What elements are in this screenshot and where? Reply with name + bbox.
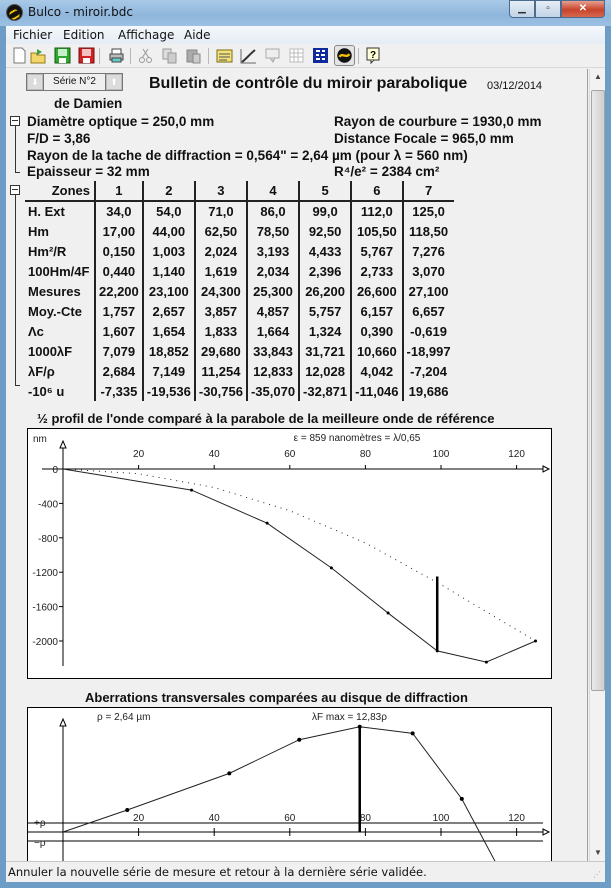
bulco-app-icon <box>6 4 23 21</box>
author: de Damien <box>54 96 123 111</box>
window-frame <box>6 26 605 882</box>
profile-point <box>330 566 333 569</box>
menu-aide[interactable]: Aide <box>184 28 211 42</box>
table-cell: 125,0 <box>403 201 454 221</box>
table-cell: -32,871 <box>299 381 351 401</box>
table-cell: 1,833 <box>195 321 247 341</box>
x-tick-label: 120 <box>508 813 525 824</box>
table-cell: 34,0 <box>95 201 143 221</box>
menu-fichier[interactable]: Fichier <box>13 28 53 42</box>
serie-navigator <box>26 73 123 91</box>
table-cell: -18,997 <box>403 341 454 361</box>
row-label: H. Ext <box>28 204 65 219</box>
table-cell: 3,193 <box>247 241 299 261</box>
bulletin-view <box>6 69 588 861</box>
chart-frame <box>28 708 552 862</box>
x-tick-label: 40 <box>208 449 220 460</box>
distance-focale: Distance Focale = 965,0 mm <box>334 131 514 146</box>
y-tick-label: 0 <box>52 465 58 476</box>
profile-point <box>266 522 269 525</box>
table-cell: 29,680 <box>195 341 247 361</box>
table-cell: 71,0 <box>195 201 247 221</box>
table-cell: 2,034 <box>247 261 299 281</box>
table-cell: 19,686 <box>403 381 454 401</box>
table-header-row <box>25 181 454 201</box>
open-folder-icon[interactable] <box>30 47 47 64</box>
header-cell: 5 <box>299 181 351 201</box>
header-cell: 4 <box>247 181 299 201</box>
x-tick-label: 20 <box>133 449 145 460</box>
minimize-button[interactable]: ▁ <box>509 0 535 18</box>
row-label: 1000λF <box>28 343 73 359</box>
row-label: Moy.-Cte <box>28 303 82 319</box>
table-cell: 4,042 <box>351 361 402 381</box>
table-cell: 12,028 <box>299 361 351 381</box>
table-icon[interactable] <box>312 47 329 64</box>
table-cell: 44,00 <box>143 221 195 241</box>
maximize-button[interactable]: ▫ <box>535 0 561 18</box>
header-cell: Zones <box>25 181 95 201</box>
x-tick-label: 80 <box>359 449 371 460</box>
prev-serie-button[interactable]: ⬇ <box>27 74 43 90</box>
table-cell: 27,100 <box>403 281 454 301</box>
header-cell: 7 <box>403 181 454 201</box>
help-icon[interactable] <box>365 47 382 64</box>
collapse-table-toggle[interactable] <box>10 185 20 195</box>
lambdaf-max-annotation: λF max = 12,83ρ <box>312 712 387 723</box>
rayon-courbure: Rayon de courbure = 1930,0 mm <box>334 114 542 129</box>
table-cell: 26,200 <box>299 281 351 301</box>
rayon-tache-diffraction: Rayon de la tache de diffraction = 0,564" = 2,64 µm (pour λ = 560 nm) <box>27 148 468 163</box>
profile-point <box>190 489 193 492</box>
table-cell: 7,276 <box>403 241 454 261</box>
table-cell: 1,607 <box>95 321 143 341</box>
grid-icon[interactable] <box>288 47 305 64</box>
toolbar <box>6 44 605 68</box>
y-tick-label: -800 <box>37 533 58 545</box>
table-cell: 78,50 <box>247 221 299 241</box>
epaisseur: Epaisseur = 32 mm <box>27 164 150 179</box>
x-tick-label: 60 <box>284 449 296 460</box>
table-cell: -30,756 <box>195 381 247 401</box>
aberration-point <box>297 738 301 742</box>
table-row <box>25 241 454 261</box>
table-cell: 3,070 <box>403 261 454 281</box>
save-red-icon[interactable] <box>78 47 95 64</box>
table-cell: 118,50 <box>403 221 454 241</box>
x-tick-label: 80 <box>359 813 371 824</box>
plus-rho-label: +ρ <box>34 818 46 829</box>
table-cell: 26,600 <box>351 281 402 301</box>
copy-icon[interactable] <box>161 47 178 64</box>
x-tick-label: 20 <box>133 813 145 824</box>
y-tick-label: -2000 <box>32 637 58 648</box>
paste-icon[interactable] <box>185 47 202 64</box>
table-cell: 86,0 <box>247 201 299 221</box>
header-cell: 3 <box>195 181 247 201</box>
table-cell: 62,50 <box>195 221 247 241</box>
table-cell: -7,204 <box>403 361 454 381</box>
x-tick-label: 40 <box>208 813 220 824</box>
profile-chart-title: ½ profil de l'onde comparé à la parabole de la meilleure onde de référence <box>37 411 495 426</box>
print-icon[interactable] <box>108 47 125 64</box>
comment-icon[interactable] <box>264 47 281 64</box>
page-title: Bulletin de contrôle du miroir parabolique <box>149 75 468 92</box>
table-cell: 0,440 <box>95 261 143 281</box>
menu-edition[interactable]: Edition <box>63 28 105 42</box>
status-text: Annuler la nouvelle série de mesure et retour à la dernière série validée. <box>8 865 427 879</box>
diametre-optique: Diamètre optique = 250,0 mm <box>27 114 215 129</box>
scroll-thumb[interactable] <box>591 90 605 691</box>
table-cell: 22,200 <box>95 281 143 301</box>
close-button[interactable]: ✕ <box>561 0 605 18</box>
aberration-point <box>125 808 129 812</box>
table-cell: 7,079 <box>95 341 143 361</box>
table-cell: 92,50 <box>299 221 351 241</box>
table-cell: 0,150 <box>95 241 143 261</box>
table-cell: 18,852 <box>143 341 195 361</box>
table-row <box>25 361 454 381</box>
table-cell: -0,619 <box>403 321 454 341</box>
x-tick-label: 120 <box>508 449 525 460</box>
table-cell: 5,757 <box>299 301 351 321</box>
table-cell: 0,390 <box>351 321 402 341</box>
table-row <box>25 281 454 301</box>
table-cell: -35,070 <box>247 381 299 401</box>
table-cell: 1,757 <box>95 301 143 321</box>
profile-point <box>485 661 488 664</box>
row-label: -10⁶ u <box>28 383 65 399</box>
minus-rho-label: −ρ <box>34 838 46 849</box>
aberration-chart <box>27 707 552 861</box>
table-cell: 1,654 <box>143 321 195 341</box>
table-cell: 5,767 <box>351 241 402 261</box>
table-cell: 2,684 <box>95 361 143 381</box>
profile-point <box>387 612 390 615</box>
notes-icon[interactable] <box>216 47 233 64</box>
table-row <box>25 381 454 401</box>
table-cell: 6,157 <box>351 301 402 321</box>
table-cell: 17,00 <box>95 221 143 241</box>
table-cell: 24,300 <box>195 281 247 301</box>
table-cell: -7,335 <box>95 381 143 401</box>
r4-e2: R⁴/e² = 2384 cm² <box>334 164 440 179</box>
table-cell: -19,536 <box>143 381 195 401</box>
table-cell: 4,857 <box>247 301 299 321</box>
y-tick-label: -1200 <box>32 568 58 580</box>
table-row <box>25 261 454 281</box>
x-tick-label: 60 <box>284 813 296 824</box>
table-cell: 54,0 <box>143 201 195 221</box>
svg-text:?: ? <box>370 50 377 61</box>
table-cell: 1,324 <box>299 321 351 341</box>
menu-bar <box>6 26 605 44</box>
header-cell: 2 <box>143 181 195 201</box>
aberration-point <box>227 771 231 775</box>
bulco-logo-icon[interactable] <box>334 45 355 66</box>
row-label: Hm <box>28 223 49 239</box>
serie-label: Série N°2 <box>43 74 106 90</box>
table-cell: 105,50 <box>351 221 402 241</box>
y-tick-label: -400 <box>37 499 58 511</box>
curve-icon[interactable] <box>240 47 257 64</box>
aberration-point <box>411 731 415 735</box>
f-d-ratio: F/D = 3,86 <box>27 131 91 146</box>
aberration-chart-title: Aberrations transversales comparées au disque de diffraction <box>85 690 468 705</box>
table-cell: 112,0 <box>351 201 402 221</box>
table-row <box>25 221 454 241</box>
table-row <box>25 301 454 321</box>
table-row <box>25 201 454 221</box>
date: 03/12/2014 <box>487 80 543 92</box>
y-axis-label: nm <box>33 434 47 445</box>
table-cell: 31,721 <box>299 341 351 361</box>
table-cell: 2,733 <box>351 261 402 281</box>
table-cell: 10,660 <box>351 341 402 361</box>
table-cell: 1,003 <box>143 241 195 261</box>
table-cell: 2,396 <box>299 261 351 281</box>
row-label: 100Hm/4F <box>28 263 90 279</box>
new-file-icon[interactable] <box>11 47 28 64</box>
row-label: λF/ρ <box>28 363 55 379</box>
header-cell: 6 <box>351 181 402 201</box>
table-cell: 33,843 <box>247 341 299 361</box>
profile-chart <box>27 428 552 679</box>
save-green-icon[interactable] <box>54 47 71 64</box>
table-cell: 12,833 <box>247 361 299 381</box>
table-cell: 1,140 <box>143 261 195 281</box>
y-tick-label: -1600 <box>32 602 58 614</box>
table-cell: 23,100 <box>143 281 195 301</box>
table-row <box>25 321 454 341</box>
aberration-point <box>460 797 464 801</box>
table-row <box>25 341 454 361</box>
table-cell: 7,149 <box>143 361 195 381</box>
menu-affichage[interactable]: Affichage <box>118 28 175 42</box>
table-cell: 3,857 <box>195 301 247 321</box>
next-serie-button[interactable]: ⬆ <box>106 74 122 90</box>
zones-table <box>25 181 454 401</box>
row-label: Mesures <box>28 283 81 299</box>
cut-icon[interactable] <box>137 47 154 64</box>
rho-annotation: ρ = 2,64 µm <box>97 712 151 723</box>
table-cell: 6,657 <box>403 301 454 321</box>
resize-grip[interactable]: ⋰ <box>593 870 601 879</box>
scroll-down-button[interactable]: ▼ <box>594 848 602 857</box>
collapse-info-toggle[interactable] <box>10 116 20 126</box>
title-bar <box>0 0 611 26</box>
x-tick-label: 100 <box>432 813 450 824</box>
window-title: Bulco - miroir.bdc <box>28 5 133 19</box>
table-cell: 2,024 <box>195 241 247 261</box>
table-cell: 1,664 <box>247 321 299 341</box>
table-cell: 2,657 <box>143 301 195 321</box>
table-cell: 25,300 <box>247 281 299 301</box>
table-cell: 1,619 <box>195 261 247 281</box>
table-cell: 4,433 <box>299 241 351 261</box>
row-label: Hm²/R <box>28 243 67 259</box>
chart-annotation: ε = 859 nanomètres = λ/0,65 <box>293 433 421 444</box>
vertical-scrollbar[interactable] <box>589 69 605 861</box>
status-bar <box>6 861 605 882</box>
table-cell: -11,046 <box>351 381 402 401</box>
row-label: Λc <box>28 323 44 339</box>
header-cell: 1 <box>95 181 143 201</box>
x-tick-label: 100 <box>432 449 450 460</box>
table-cell: 99,0 <box>299 201 351 221</box>
scroll-up-button[interactable]: ▲ <box>594 72 602 81</box>
table-cell: 11,254 <box>195 361 247 381</box>
